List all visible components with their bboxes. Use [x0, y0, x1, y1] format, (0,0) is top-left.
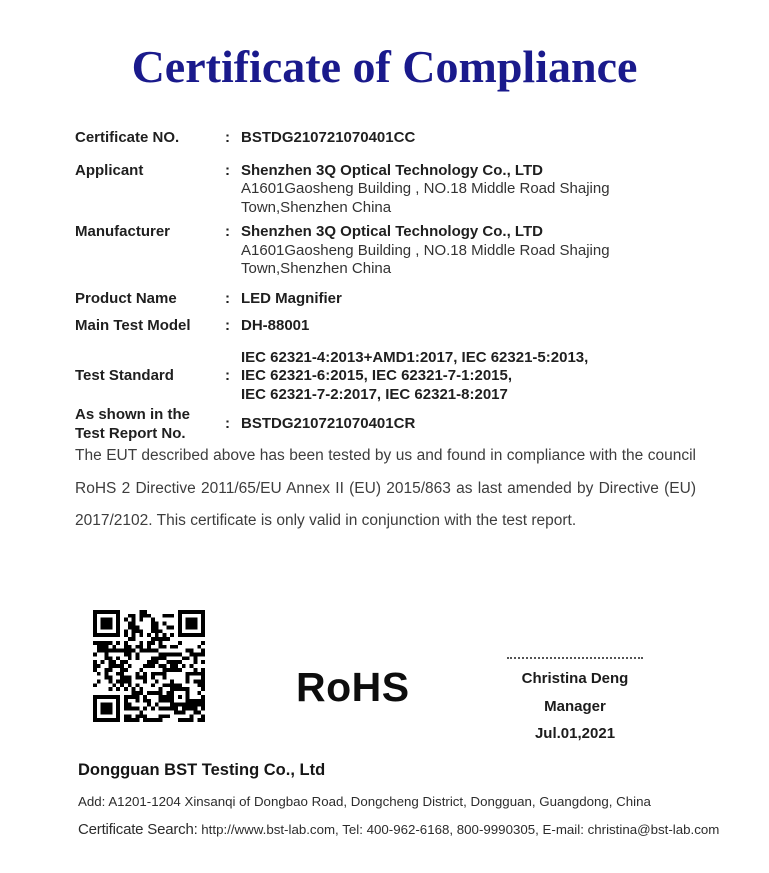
field-test-standard	[75, 349, 697, 405]
field-main-test-model	[75, 317, 697, 336]
product-name-label: Product Name	[75, 289, 177, 307]
field-product-name	[75, 290, 697, 309]
applicant-company: Shenzhen 3Q Optical Technology Co., LTD	[241, 161, 543, 179]
colon: :	[225, 289, 230, 307]
certificate-no-value: BSTDG210721070401CC	[241, 129, 416, 146]
main-test-model-value: DH-88001	[241, 317, 310, 334]
test-report-no-label-line1: As shown in the	[75, 406, 191, 423]
lab-address: Add: A1201-1204 Xinsanqi of Dongbao Road, Dongcheng District, Dongguan, Guangdong, China	[78, 794, 651, 809]
test-standard-label: Test Standard	[75, 367, 174, 384]
field-applicant	[75, 162, 697, 218]
colon: :	[225, 223, 230, 240]
product-name-value: LED Magnifier	[241, 289, 342, 307]
compliance-statement: The EUT described above has been tested by us and found in compliance with the council RoHS 2 Directive 2011/65/EU Annex II (EU) 2015/863 as last amended by Directive (EU) 2017/2102. This certificate is only valid in conjunction with the test report.	[75, 447, 696, 529]
colon: :	[225, 161, 230, 179]
test-standard-line1: IEC 62321-4:2013+AMD1:2017, IEC 62321-5:2013,	[241, 348, 589, 366]
manufacturer-label: Manufacturer	[75, 223, 171, 240]
field-certificate-no	[75, 129, 697, 148]
lab-company-name: Dongguan BST Testing Co., Ltd	[78, 761, 326, 779]
signature-date: Jul.01,2021	[534, 725, 616, 742]
lab-contact-line	[78, 821, 719, 838]
test-report-no-label	[75, 406, 225, 443]
field-manufacturer	[75, 223, 697, 279]
manufacturer-company: Shenzhen 3Q Optical Technology Co., LTD	[241, 223, 543, 240]
colon: :	[225, 415, 230, 433]
certificate-title: Certificate of Compliance	[131, 41, 638, 92]
applicant-label: Applicant	[75, 161, 144, 179]
applicant-address-line1: A1601Gaosheng Building , NO.18 Middle Road Shajing	[241, 180, 610, 197]
colon: :	[225, 317, 230, 334]
test-standard-line3: IEC 62321-7-2:2017, IEC 62321-8:2017	[241, 385, 508, 403]
manufacturer-address-line2: Town,Shenzhen China	[241, 260, 392, 277]
applicant-value	[241, 162, 697, 218]
test-standard-line2: IEC 62321-6:2015, IEC 62321-7-1:2015,	[241, 367, 513, 384]
signatory-name: Christina Deng	[521, 670, 629, 687]
signature-dotted-line	[507, 657, 643, 659]
rohs-logo: RoHS	[296, 664, 410, 710]
certificate-no-label: Certificate NO.	[75, 129, 180, 146]
qr-code	[93, 610, 205, 722]
manufacturer-address-line1: A1601Gaosheng Building , NO.18 Middle Road Shajing	[241, 241, 610, 259]
signatory-role: Manager	[544, 697, 606, 715]
certificate-search-value: http://www.bst-lab.com, Tel: 400-962-6168, 800-9990305, E-mail: christina@bst-lab.com	[197, 822, 720, 837]
field-test-report-no	[75, 406, 697, 443]
test-standard-value	[241, 349, 697, 405]
signature-block	[499, 657, 651, 748]
colon: :	[225, 367, 230, 384]
applicant-address-line2: Town,Shenzhen China	[241, 198, 392, 216]
test-report-no-label-line2: Test Report No.	[75, 424, 186, 442]
main-test-model-label: Main Test Model	[75, 317, 191, 334]
certificate-search-label: Certificate Search:	[78, 821, 198, 838]
certificate-fields	[75, 129, 697, 443]
colon: :	[225, 129, 230, 146]
manufacturer-value	[241, 223, 697, 279]
test-report-no-value: BSTDG210721070401CR	[241, 415, 416, 433]
